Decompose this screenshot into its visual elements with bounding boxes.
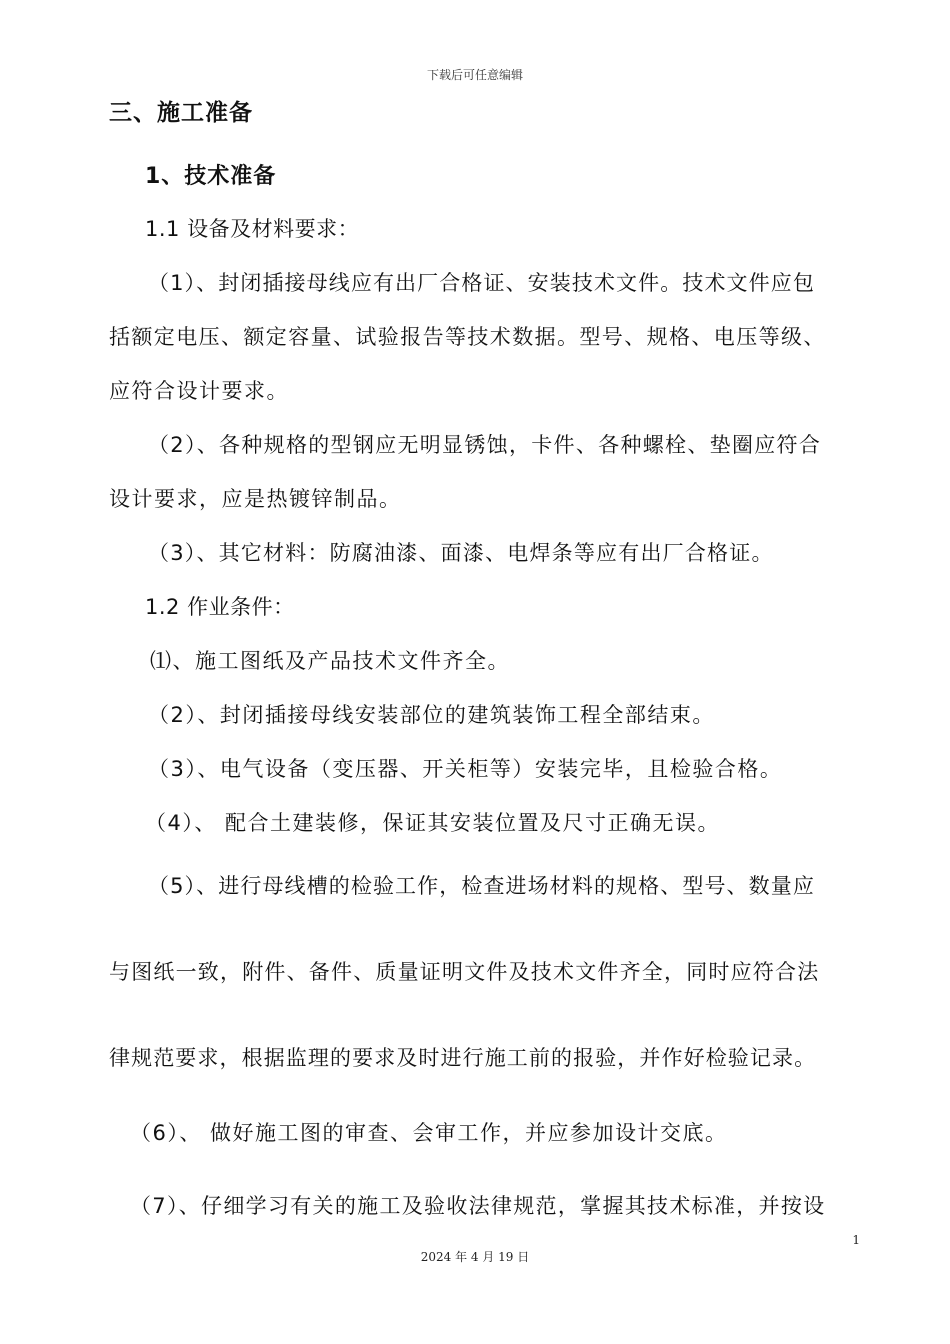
footer-date: 2024 年 4 月 19 日 <box>420 1250 530 1264</box>
paragraph-line: 应符合设计要求。 <box>109 379 289 403</box>
paragraph-line: 设计要求，应是热镀锌制品。 <box>109 487 402 511</box>
paragraph-line: （6）、 做好施工图的审查、会审工作，并应参加设计交底。 <box>130 1121 728 1145</box>
paragraph-line: ⑴、施工图纸及产品技术文件齐全。 <box>150 649 510 673</box>
paragraph-line: （5）、进行母线槽的检验工作，检查进场材料的规格、型号、数量应 <box>148 874 815 898</box>
paragraph-line: （4）、 配合土建装修，保证其安装位置及尺寸正确无误。 <box>145 811 721 835</box>
paragraph-line: 括额定电压、额定容量、试验报告等技术数据。型号、规格、电压等级、 <box>109 325 826 349</box>
paragraph-line: 1.1 设备及材料要求： <box>145 217 360 241</box>
paragraph-line: （3）、其它材料：防腐油漆、面漆、电焊条等应有出厂合格证。 <box>148 541 774 565</box>
paragraph-line: （2）、各种规格的型钢应无明显锈蚀，卡件、各种螺栓、垫圈应符合 <box>148 433 822 457</box>
paragraph-line: 律规范要求，根据监理的要求及时进行施工前的报验，并作好检验记录。 <box>109 1046 817 1070</box>
paragraph-line: 1.2 作业条件： <box>145 595 295 619</box>
paragraph-line: （2）、封闭插接母线安装部位的建筑装饰工程全部结束。 <box>148 703 715 727</box>
subsection-title: 1、技术准备 <box>145 164 277 189</box>
paragraph-line: （1）、封闭插接母线应有出厂合格证、安装技术文件。技术文件应包 <box>148 271 815 295</box>
page-number: 1 <box>852 1233 860 1247</box>
paragraph-line: （7）、仔细学习有关的施工及验收法律规范，掌握其技术标准，并按设 <box>130 1194 826 1218</box>
page-header: 下载后可任意编辑 <box>426 68 523 82</box>
paragraph-line: 与图纸一致，附件、备件、质量证明文件及技术文件齐全，同时应符合法 <box>109 960 820 984</box>
section-title: 三、施工准备 <box>109 100 253 126</box>
paragraph-line: （3）、电气设备（变压器、开关柜等）安装完毕，且检验合格。 <box>148 757 783 781</box>
